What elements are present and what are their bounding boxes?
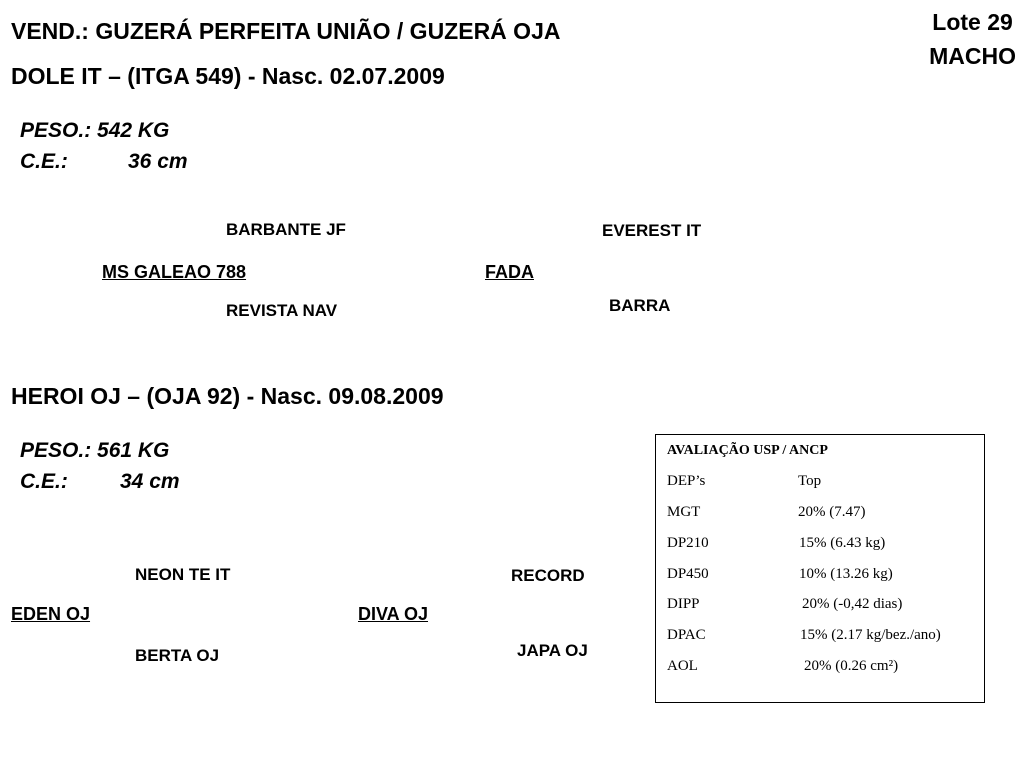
evaluation-value: 20% (0.26 cm²)	[804, 658, 899, 674]
evaluation-title: AVALIAÇÃO USP / ANCP	[667, 443, 828, 458]
animal2-weight: PESO.: 561 KG	[20, 439, 170, 462]
lot-sex: MACHO	[929, 43, 1016, 69]
evaluation-value: 10% (13.26 kg)	[799, 566, 893, 582]
lot-number: Lote 29	[932, 9, 1013, 35]
evaluation-key: DP450	[667, 566, 709, 582]
animal1-dam: FADA	[485, 262, 534, 282]
evaluation-key: DPAC	[667, 627, 706, 643]
evaluation-key: DEP’s	[667, 473, 706, 489]
evaluation-value: Top	[798, 473, 822, 489]
animal2-dam: DIVA OJ	[358, 604, 429, 624]
animal1-dam-dam: BARRA	[609, 296, 671, 315]
animal1-weight: PESO.: 542 KG	[20, 119, 170, 142]
animal2-sire-dam: BERTA OJ	[135, 646, 220, 665]
evaluation-value: 15% (6.43 kg)	[799, 535, 886, 551]
vendor-title: VEND.: GUZERÁ PERFEITA UNIÃO / GUZERÁ OJA	[11, 18, 561, 44]
animal2-ce-value: 34 cm	[120, 470, 180, 493]
animal1-sire-dam: REVISTA NAV	[226, 301, 338, 320]
animal2-title: HEROI OJ – (OJA 92) - Nasc. 09.08.2009	[11, 383, 444, 409]
evaluation-key: DIPP	[667, 596, 700, 612]
animal1-dam-sire: EVEREST IT	[602, 221, 702, 240]
animal2-ce-label: C.E.:	[20, 470, 68, 493]
evaluation-value: 15% (2.17 kg/bez./ano)	[800, 627, 941, 643]
animal1-sire-sire: BARBANTE JF	[226, 220, 346, 239]
lot-label	[929, 5, 1016, 73]
animal2-dam-sire: RECORD	[511, 566, 585, 585]
evaluation-key: DP210	[667, 535, 709, 551]
animal1-ce-label: C.E.:	[20, 150, 68, 173]
evaluation-value: 20% (-0,42 dias)	[802, 596, 903, 612]
animal2-dam-dam: JAPA OJ	[517, 641, 588, 660]
evaluation-key: AOL	[667, 658, 698, 674]
evaluation-box	[655, 434, 985, 703]
animal1-ce-value: 36 cm	[128, 150, 188, 173]
evaluation-key: MGT	[667, 504, 701, 520]
animal2-sire-sire: NEON TE IT	[135, 565, 231, 584]
animal1-title: DOLE IT – (ITGA 549) - Nasc. 02.07.2009	[11, 63, 445, 89]
animal1-sire: MS GALEAO 788	[102, 262, 247, 282]
animal2-sire: EDEN OJ	[11, 604, 91, 624]
evaluation-value: 20% (7.47)	[798, 504, 866, 520]
